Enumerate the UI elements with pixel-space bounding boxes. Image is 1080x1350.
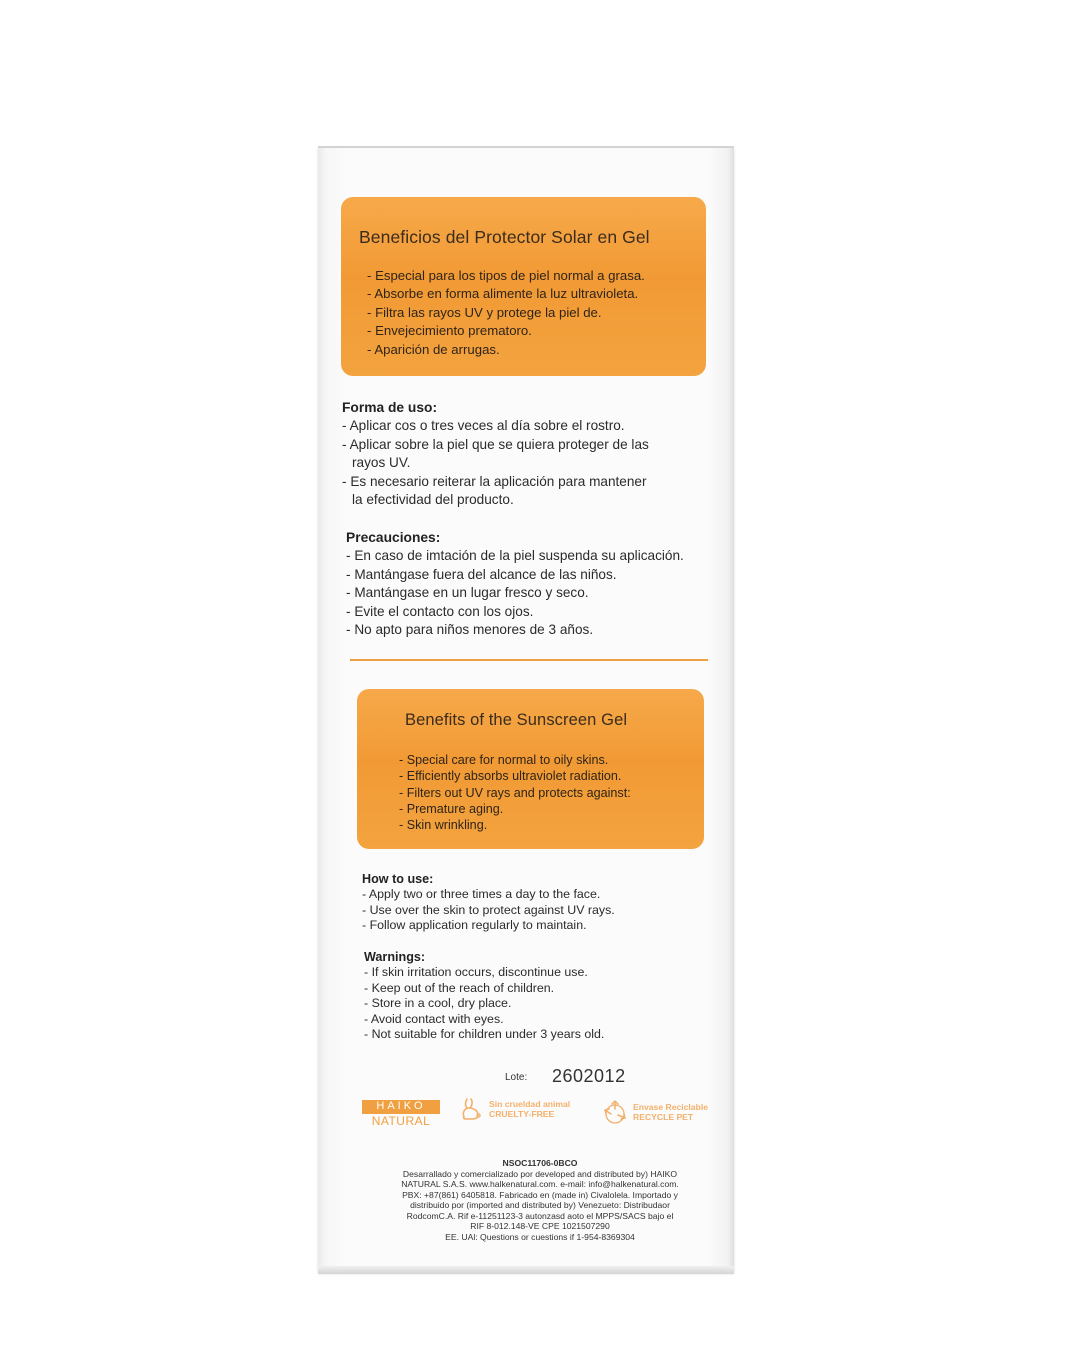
list-item: - Envejecimiento prematoro.	[367, 322, 645, 340]
list-item: - En caso de imtación de la piel suspenda su aplicación.	[346, 547, 684, 566]
legal-line: RIF 8-012.148-VE CPE 1021507290	[470, 1221, 610, 1231]
recycle-text	[633, 1102, 708, 1122]
list-item	[342, 473, 649, 510]
list-item-continuation: rayos UV.	[352, 455, 411, 470]
english-benefits-title: Benefits of the Sunscreen Gel	[405, 711, 628, 729]
legal-text-block	[372, 1158, 708, 1242]
english-usage-list	[362, 887, 615, 934]
list-item: - Mantángase fuera del alcance de las niños.	[346, 566, 684, 585]
list-item: - Special care for normal to oily skins.	[399, 752, 631, 768]
spanish-usage-section	[342, 399, 649, 510]
recycle-icon	[602, 1099, 628, 1125]
english-usage-section	[362, 871, 615, 934]
list-item: - Follow application regularly to maintain.	[362, 918, 615, 934]
registration-code: NSOC11706-0BCO	[502, 1158, 578, 1168]
spanish-usage-list	[342, 417, 649, 510]
haiko-natural-logo	[362, 1100, 440, 1130]
spanish-precautions-list	[346, 547, 684, 640]
list-item: - Aplicar cos o tres veces al día sobre el rostro.	[342, 417, 649, 436]
english-warnings-section	[364, 949, 604, 1043]
list-item: - Use over the skin to protect against UV rays.	[362, 903, 615, 919]
list-item: - Filters out UV rays and protects against:	[399, 785, 631, 801]
list-item-text: Es necesario reiterar la aplicación para mantener	[350, 473, 647, 489]
list-item: - Not suitable for children under 3 years old.	[364, 1027, 604, 1043]
english-benefits-panel	[357, 689, 704, 849]
legal-line: RodcomC.A. Rif e-11251123-3 autonzasd aoto el MPPS/SACS bajo el	[406, 1210, 674, 1221]
english-warnings-heading: Warnings:	[364, 950, 426, 964]
spanish-precautions-heading: Precauciones:	[346, 530, 441, 545]
list-item: - Evite el contacto con los ojos.	[346, 603, 684, 622]
list-item: - If skin irritation occurs, discontinue use.	[364, 965, 604, 981]
list-item: - No apto para niños menores de 3 años.	[346, 621, 684, 640]
list-item: - Avoid contact with eyes.	[364, 1012, 604, 1028]
spanish-benefits-title: Beneficios del Protector Solar en Gel	[359, 227, 650, 247]
cruelty-free-text	[489, 1099, 570, 1119]
legal-line: EE. UAl: Questions or cuestions if 1-954-8369304	[445, 1231, 635, 1242]
legal-line: PBX: +87(861) 6405818. Fabricado en (made in) Civalolela. Importado y	[402, 1189, 678, 1200]
lot-number: 2602012	[552, 1066, 626, 1086]
list-item: - Efficiently absorbs ultraviolet radiation.	[399, 768, 631, 784]
list-item	[342, 436, 649, 473]
spanish-precautions-section	[346, 529, 684, 640]
logo-brand-bottom: NATURAL	[362, 1113, 440, 1129]
recycle-line-1: Envase Reciclable	[633, 1102, 709, 1112]
english-warnings-list	[364, 965, 604, 1043]
english-benefits-list	[399, 752, 631, 833]
cruelty-line-2: CRUELTY-FREE	[489, 1109, 555, 1119]
list-item-text: Aplicar sobre la piel que se quiera proteger de las	[349, 436, 649, 452]
recycle-badge	[602, 1099, 708, 1125]
list-item: - Aparición de arrugas.	[367, 341, 645, 359]
legal-line: Desarrallado y comercializado por developed and distributed by) HAIKO	[402, 1168, 678, 1179]
spanish-benefits-panel	[341, 197, 706, 376]
rabbit-icon	[458, 1096, 484, 1122]
list-item: - Premature aging.	[399, 801, 631, 817]
list-item: - Especial para los tipos de piel normal a grasa.	[367, 267, 645, 285]
cruelty-line-1: Sin crueldad animal	[489, 1099, 571, 1109]
legal-line: distribuido por (imported and distributed by) Venezueto: Distribudaor	[410, 1200, 670, 1210]
english-usage-heading: How to use:	[362, 872, 434, 886]
legal-line: NATURAL S.A.S. www.halkenatural.com. e-mail: info@halkenatural.com.	[401, 1179, 679, 1189]
list-item-continuation: la efectividad del producto.	[352, 492, 514, 507]
spanish-usage-heading: Forma de uso:	[342, 400, 438, 415]
section-divider	[350, 659, 708, 661]
list-item: - Filtra las rayos UV y protege la piel de.	[367, 304, 645, 322]
list-item: - Apply two or three times a day to the face.	[362, 887, 615, 903]
lot-label: Lote:	[505, 1072, 528, 1083]
cruelty-free-badge	[458, 1096, 570, 1122]
recycle-line-2: RECYCLE PET	[633, 1112, 694, 1122]
list-item: - Keep out of the reach of children.	[364, 981, 604, 997]
spanish-benefits-list	[367, 267, 645, 359]
list-item: - Store in a cool, dry place.	[364, 996, 604, 1012]
logo-brand-top: HAIKO	[362, 1100, 440, 1113]
list-item: - Mantángase en un lugar fresco y seco.	[346, 584, 684, 603]
list-item: - Skin wrinkling.	[399, 817, 631, 833]
list-item: - Absorbe en forma alimente la luz ultravioleta.	[367, 285, 645, 303]
box-bottom-edge	[318, 1266, 734, 1274]
